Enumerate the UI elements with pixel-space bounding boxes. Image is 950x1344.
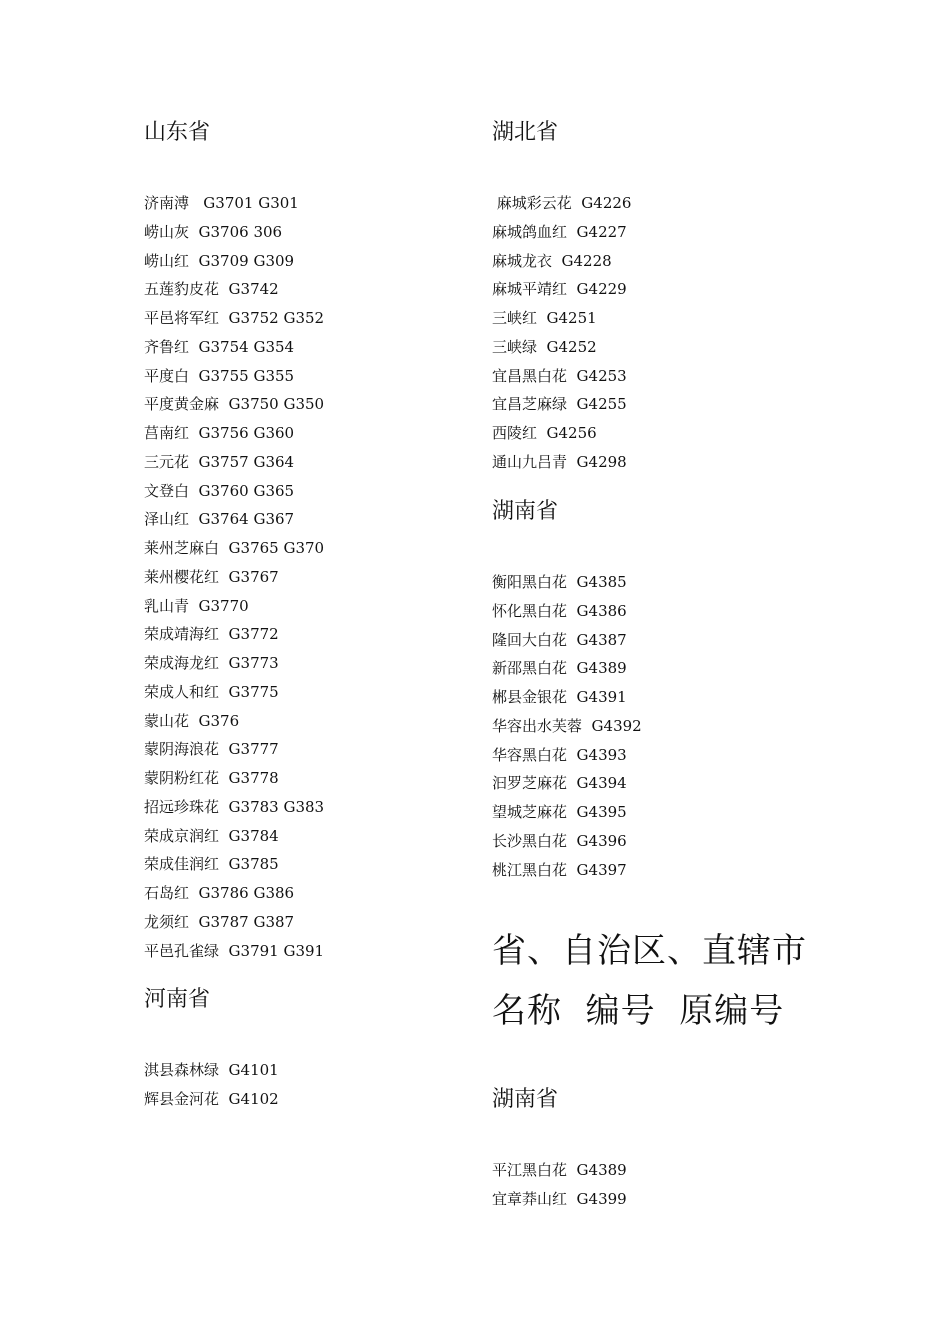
list-item: 宜昌黑白花 G4253 <box>492 366 627 385</box>
list-item: 平江黑白花 G4389 <box>492 1161 627 1179</box>
list-item: 望城芝麻花 G4395 <box>492 803 627 821</box>
list-item: 莱州樱花红 G3767 <box>144 567 279 586</box>
list-item: 三元花 G3757 G364 <box>144 452 295 471</box>
list-item: 平度白 G3755 G355 <box>144 366 295 385</box>
list-item: 蒙阴粉红花 G3778 <box>144 769 279 787</box>
section-heading-hunan-2: 湖南省 <box>492 1087 559 1112</box>
list-item: 济南溥 G3701 G301 <box>144 194 299 212</box>
list-item: 荣成海龙红 G3773 <box>144 654 279 672</box>
list-item: 泽山红 G3764 G367 <box>144 510 295 529</box>
section-heading-hubei: 湖北省 <box>492 120 559 145</box>
list-item: 莱州芝麻白 G3765 G370 <box>144 539 325 557</box>
list-item: 荣成京润红 G3784 <box>144 826 279 845</box>
list-item: 桃江黑白花 G4397 <box>492 860 627 879</box>
list-item: 五莲豹皮花 G3742 <box>144 280 279 299</box>
list-item: 莒南红 G3756 G360 <box>144 424 295 442</box>
section-heading-hunan: 湖南省 <box>492 499 559 524</box>
list-item: 龙须红 G3787 G387 <box>144 912 295 931</box>
list-item: 华容黑白花 G4393 <box>492 745 627 764</box>
list-item: 通山九吕青 G4298 <box>492 452 627 471</box>
list-item: 荣成靖海红 G3772 <box>144 625 279 644</box>
list-item: 荣成佳润红 G3785 <box>144 855 279 874</box>
list-item: 淇县森林绿 G4101 <box>144 1061 279 1079</box>
list-item: 宜章莽山红 G4399 <box>492 1189 627 1208</box>
list-item: 平度黄金麻 G3750 G350 <box>144 395 325 414</box>
list-item: 平邑将军红 G3752 G352 <box>144 309 325 327</box>
list-item: 衡阳黑白花 G4385 <box>492 573 627 591</box>
list-item: 石岛红 G3786 G386 <box>144 884 295 902</box>
list-item: 崂山红 G3709 G309 <box>144 251 295 270</box>
list-item: 乳山青 G3770 <box>144 596 249 615</box>
list-item: 长沙黑白花 G4396 <box>492 831 627 850</box>
section-heading-shandong: 山东省 <box>144 120 211 145</box>
list-item: 蒙山花 G376 <box>144 711 240 730</box>
list-item: 文登白 G3760 G365 <box>144 481 295 500</box>
list-item: 隆回大白花 G4387 <box>492 630 627 649</box>
list-item: 辉县金河花 G4102 <box>144 1089 279 1108</box>
table-header-line1: 省、自治区、直辖市 <box>492 931 807 971</box>
list-item: 崂山灰 G3706 306 <box>144 222 283 241</box>
list-item: 华容出水芙蓉 G4392 <box>492 716 642 735</box>
list-item: 三峡绿 G4252 <box>492 337 597 356</box>
list-item: 麻城龙衣 G4228 <box>492 251 612 270</box>
list-item: 宜昌芝麻绿 G4255 <box>492 395 627 414</box>
list-item: 蒙阴海浪花 G3777 <box>144 740 279 759</box>
list-item: 新邵黑白花 G4389 <box>492 659 627 678</box>
list-item: 平邑孔雀绿 G3791 G391 <box>144 941 325 960</box>
list-item: 荣成人和红 G3775 <box>144 682 279 701</box>
table-header-line2: 名称 编号 原编号 <box>492 991 785 1031</box>
list-item: 齐鲁红 G3754 G354 <box>144 337 295 356</box>
list-item: 麻城鸽血红 G4227 <box>492 222 627 241</box>
list-item: 三峡红 G4251 <box>492 309 597 327</box>
list-item: 汩罗芝麻花 G4394 <box>492 774 627 793</box>
section-heading-henan: 河南省 <box>144 987 211 1012</box>
list-item: 西陵红 G4256 <box>492 424 597 442</box>
list-item: 招远珍珠花 G3783 G383 <box>144 797 325 816</box>
list-item: 郴县金银花 G4391 <box>492 688 627 706</box>
list-item: 麻城彩云花 G4226 <box>492 194 632 212</box>
list-item: 麻城平靖红 G4229 <box>492 280 627 299</box>
list-item: 怀化黑白花 G4386 <box>492 601 627 620</box>
